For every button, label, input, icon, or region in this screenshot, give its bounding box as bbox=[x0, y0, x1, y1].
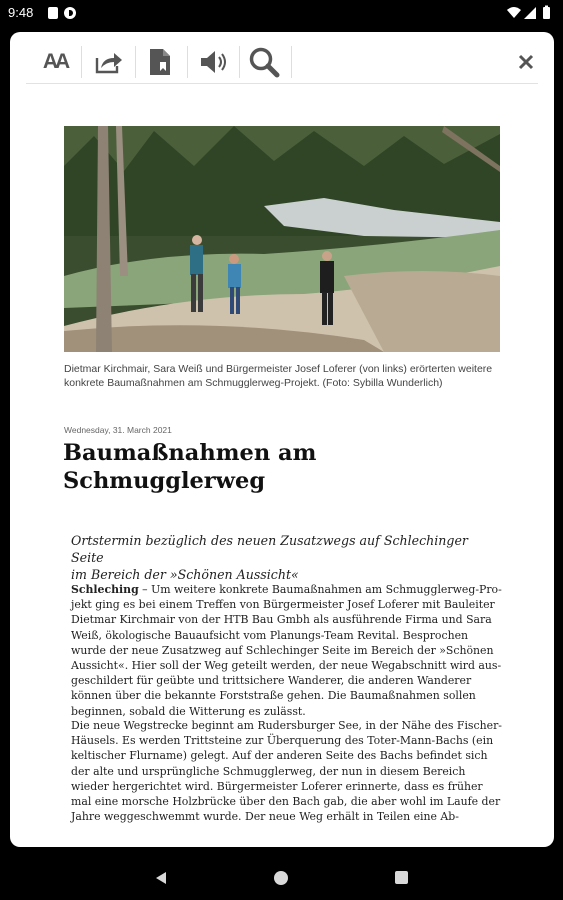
recents-icon[interactable] bbox=[395, 871, 408, 884]
paragraph-line: Aussicht«. Hier soll der Weg geteilt werden, der neue Wegabschnitt wird aus- bbox=[71, 659, 502, 673]
wifi-icon bbox=[507, 7, 521, 18]
paragraph-line: wurde der neue Zusatzweg auf Schlechinger Seite im Bereich der »Schönen bbox=[71, 643, 494, 657]
flipboard-icon bbox=[64, 7, 76, 19]
signal-icon bbox=[524, 7, 536, 19]
article-photo[interactable] bbox=[64, 126, 500, 352]
toolbar-divider bbox=[81, 46, 82, 78]
paragraph-line: Die neue Wegstrecke beginnt am Rudersburger See, in der Nähe des Fischer- bbox=[71, 719, 502, 732]
article-date: Wednesday, 31. March 2021 bbox=[64, 425, 172, 435]
status-bar bbox=[0, 0, 563, 26]
paragraph-line: können über die bekannte Forststraße gehen. Die Baumaßnahmen sollen bbox=[71, 689, 476, 703]
read-aloud-button[interactable] bbox=[196, 46, 230, 78]
close-button[interactable] bbox=[512, 48, 540, 76]
search-icon bbox=[248, 46, 280, 78]
article-reader bbox=[10, 32, 554, 847]
photo-caption: Dietmar Kirchmair, Sara Weiß und Bürgermeister Josef Loferer (von links) erörterten weitere konkrete Baumaßnahmen am Schmugglerweg-Projekt. (Foto: Sybilla Wunderlich) bbox=[64, 363, 493, 389]
article-subtitle bbox=[71, 532, 501, 583]
paragraph-line: keltischer Flurname) gelegt. Auf der anderen Seite des Bachs befindet sich bbox=[71, 749, 488, 763]
share-button[interactable] bbox=[92, 46, 126, 78]
paragraph-line: der alte und ursprüngliche Schmugglerweg, der nun in diesem Bereich bbox=[71, 764, 466, 778]
share-icon bbox=[94, 50, 124, 74]
reader-toolbar bbox=[10, 32, 554, 84]
paragraph-line: jekt ging es bei einem Treffen von Bürgermeister Josef Loferer mit Bauleiter bbox=[71, 598, 495, 612]
document-button[interactable] bbox=[143, 46, 177, 78]
headline-line: Baumaßnahmen am bbox=[63, 440, 317, 466]
font-size-icon: AA bbox=[42, 50, 68, 73]
toolbar-divider bbox=[239, 46, 240, 78]
paragraph-line: – Um weitere konkrete Baumaßnahmen am Schmugglerweg-Pro- bbox=[138, 583, 502, 596]
toolbar-divider bbox=[291, 46, 292, 78]
toolbar-divider-line bbox=[26, 83, 538, 84]
subtitle-line: Ortstermin bezüglich des neuen Zusatzwegs auf Schlechinger Seite bbox=[71, 533, 468, 565]
paragraph-line: Häusels. Es werden Trittsteine zur Überquerung des Toter-Mann-Bachs (ein bbox=[71, 734, 494, 748]
battery-icon bbox=[543, 7, 550, 19]
speaker-icon bbox=[198, 47, 228, 77]
subtitle-line: im Bereich der »Schönen Aussicht« bbox=[71, 567, 299, 582]
search-button[interactable] bbox=[247, 46, 281, 78]
paragraph-line: geschildert für geübte und trittsichere Wanderer, die anderen Wanderer bbox=[71, 674, 472, 688]
toolbar-divider bbox=[187, 46, 188, 78]
paragraph-line: Jahre weggeschwemmt wurde. Der neue Weg erhält in Teilen eine Ab- bbox=[71, 810, 459, 824]
font-size-button[interactable] bbox=[38, 46, 72, 78]
headline-line: Schmugglerweg bbox=[63, 468, 266, 494]
article-paragraph bbox=[71, 582, 502, 719]
status-time: 9:48 bbox=[8, 5, 34, 20]
navigation-bar bbox=[0, 855, 563, 900]
close-icon bbox=[518, 54, 534, 70]
article-paragraph bbox=[71, 718, 502, 824]
document-icon bbox=[148, 47, 172, 77]
home-icon[interactable] bbox=[274, 871, 288, 885]
back-icon[interactable] bbox=[154, 871, 168, 885]
article-headline bbox=[63, 439, 503, 495]
paragraph-line: mal eine morsche Holzbrücke über den Bach gab, die aber wohl im Laufe der bbox=[71, 795, 501, 809]
app-notification-icon bbox=[48, 7, 58, 19]
paragraph-line: wieder hergerichtet wird. Bürgermeister Loferer erinnerte, dass es früher bbox=[71, 779, 483, 793]
paragraph-line: beginnen, sobald die Witterung es zulässt. bbox=[71, 704, 306, 718]
system-status-icons bbox=[505, 5, 555, 21]
dateline: Schleching bbox=[71, 583, 139, 596]
toolbar-divider bbox=[135, 46, 136, 78]
paragraph-line: Dietmar Kirchmair von der HTB Bau Gmbh als ausführende Firma und Sara bbox=[71, 613, 492, 627]
paragraph-line: Weiß, ökologische Bauaufsicht vom Planungs-Team Revital. Besprochen bbox=[71, 628, 469, 642]
